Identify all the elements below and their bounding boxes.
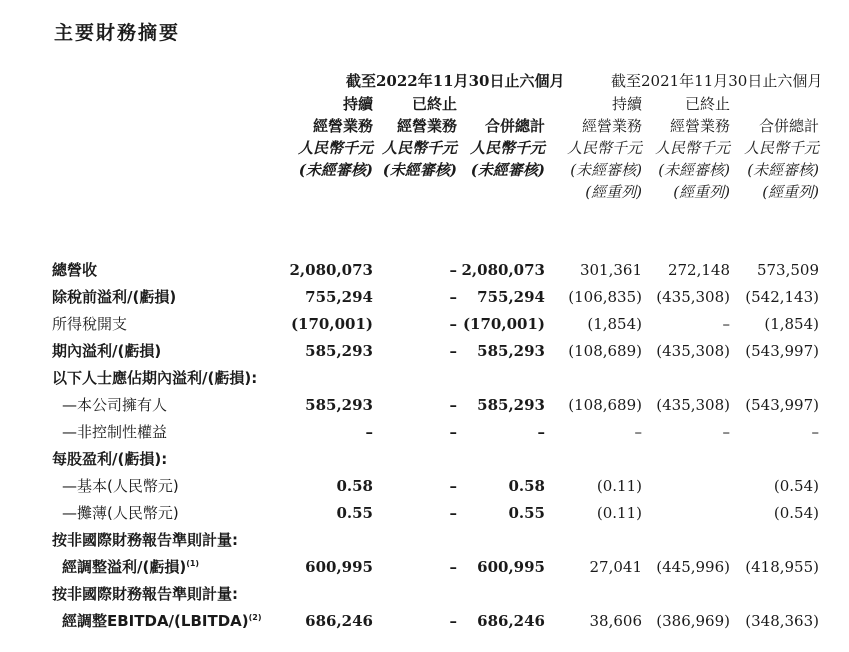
table-cell: – — [811, 423, 819, 441]
table-cell: 585,293 — [305, 396, 373, 414]
table-cell: (170,001) — [290, 315, 373, 333]
table-cell: – — [449, 342, 457, 360]
table-row-eps-basic — [0, 473, 849, 499]
table-row-eps-diluted — [0, 500, 849, 526]
table-cell: (543,997) — [745, 342, 819, 360]
table-cell: 755,294 — [305, 288, 373, 306]
footnote-marker: (2) — [248, 613, 262, 622]
table-cell: (435,308) — [656, 288, 730, 306]
table-cell: 27,041 — [589, 558, 642, 576]
table-cell: – — [449, 504, 457, 522]
table-cell: (1,854) — [764, 315, 819, 333]
table-cell: 600,995 — [477, 558, 545, 576]
column-header-2021-discontinued: 已終止 經營業務 人民幣千元 (未經審核) (經重列) — [654, 95, 730, 201]
row-label: 經調整溢利/(虧損)$^{(1)}$ — [62, 558, 200, 576]
row-label: —攤薄(人民幣元) — [62, 504, 179, 522]
table-cell: 585,293 — [305, 342, 373, 360]
table-row-eps-heading — [0, 446, 849, 472]
table-cell: (170,001) — [462, 315, 545, 333]
table-cell: (0.11) — [596, 477, 642, 495]
table-cell: (386,969) — [656, 612, 730, 630]
table-cell: – — [365, 423, 373, 441]
row-label: 期內溢利/(虧損) — [52, 342, 162, 360]
table-cell: 686,246 — [477, 612, 545, 630]
table-cell: (0.11) — [596, 504, 642, 522]
table-cell: – — [449, 288, 457, 306]
table-cell: 600,995 — [305, 558, 373, 576]
table-cell: 686,246 — [305, 612, 373, 630]
table-row-attributable-heading — [0, 365, 849, 391]
table-row-owners — [0, 392, 849, 418]
table-cell: (108,689) — [568, 342, 642, 360]
table-cell: (108,689) — [568, 396, 642, 414]
column-header-2022-total: 合併總計 人民幣千元 (未經審核) — [469, 117, 545, 179]
table-cell: – — [449, 261, 457, 279]
row-label: 每股盈利/(虧損): — [52, 450, 168, 468]
table-cell: 573,509 — [756, 261, 819, 279]
table-cell: (435,308) — [656, 396, 730, 414]
row-label: 按非國際財務報告準則計量: — [52, 585, 238, 603]
table-cell: – — [537, 423, 545, 441]
table-cell: (542,143) — [745, 288, 819, 306]
table-cell: – — [449, 423, 457, 441]
table-cell: – — [722, 315, 730, 333]
table-cell: (418,955) — [745, 558, 819, 576]
table-cell: 2,080,073 — [461, 261, 545, 279]
table-cell: (445,996) — [656, 558, 730, 576]
column-header-2022-continuing: 持續 經營業務 人民幣千元 (未經審核) — [297, 95, 373, 179]
row-label: —基本(人民幣元) — [62, 477, 179, 495]
table-cell: 0.55 — [336, 504, 373, 522]
table-cell: 301,361 — [579, 261, 642, 279]
table-cell: 0.58 — [336, 477, 373, 495]
table-cell: 0.58 — [508, 477, 545, 495]
table-cell: 755,294 — [477, 288, 545, 306]
column-header-2022-discontinued: 已終止 經營業務 人民幣千元 (未經審核) — [381, 95, 457, 179]
table-row-income-tax — [0, 311, 849, 337]
table-cell: 585,293 — [477, 396, 545, 414]
table-cell: – — [449, 477, 457, 495]
table-cell: – — [449, 315, 457, 333]
table-cell: – — [634, 423, 642, 441]
table-row-adjusted-ebitda — [0, 608, 849, 634]
row-label: 除稅前溢利/(虧損) — [52, 288, 177, 306]
table-row-non-ifrs-heading-1 — [0, 527, 849, 553]
table-cell: 585,293 — [477, 342, 545, 360]
table-row-total-revenue — [0, 257, 849, 283]
table-cell: (435,308) — [656, 342, 730, 360]
table-cell: (543,997) — [745, 396, 819, 414]
table-cell: (0.54) — [773, 504, 819, 522]
table-cell: 38,606 — [589, 612, 642, 630]
table-cell: (106,835) — [568, 288, 642, 306]
table-cell: – — [449, 558, 457, 576]
row-label: 以下人士應佔期內溢利/(虧損): — [52, 369, 258, 387]
row-label: 按非國際財務報告準則計量: — [52, 531, 238, 549]
period-header-2021: 截至2021年11月30日止六個月 — [611, 72, 823, 90]
table-row-profit-for-period — [0, 338, 849, 364]
period-header-2022: 截至2022年11月30日止六個月 — [346, 72, 565, 90]
table-cell: – — [449, 612, 457, 630]
table-row-non-ifrs-heading-2 — [0, 581, 849, 607]
table-cell: 0.55 — [508, 504, 545, 522]
table-cell: – — [449, 396, 457, 414]
column-header-2021-total: 合併總計 人民幣千元 (未經審核) (經重列) — [743, 117, 819, 201]
row-label: —本公司擁有人 — [62, 396, 168, 414]
row-label: —非控制性權益 — [62, 423, 168, 441]
table-row-adjusted-profit — [0, 554, 849, 580]
row-label: 經調整EBITDA/(LBITDA)$^{(2)}$ — [62, 612, 262, 630]
row-label: 總營收 — [52, 261, 98, 279]
table-cell: 272,148 — [667, 261, 730, 279]
column-header-2021-continuing: 持續 經營業務 人民幣千元 (未經審核) (經重列) — [566, 95, 642, 201]
table-cell: 2,080,073 — [289, 261, 373, 279]
table-cell: (1,854) — [587, 315, 642, 333]
table-row-profit-before-tax — [0, 284, 849, 310]
table-row-non-controlling — [0, 419, 849, 445]
table-cell: (0.54) — [773, 477, 819, 495]
footnote-marker: (1) — [186, 559, 200, 568]
table-cell: – — [722, 423, 730, 441]
page-title: 主要財務摘要 — [54, 22, 181, 44]
row-label: 所得稅開支 — [52, 315, 128, 333]
table-cell: (348,363) — [745, 612, 819, 630]
